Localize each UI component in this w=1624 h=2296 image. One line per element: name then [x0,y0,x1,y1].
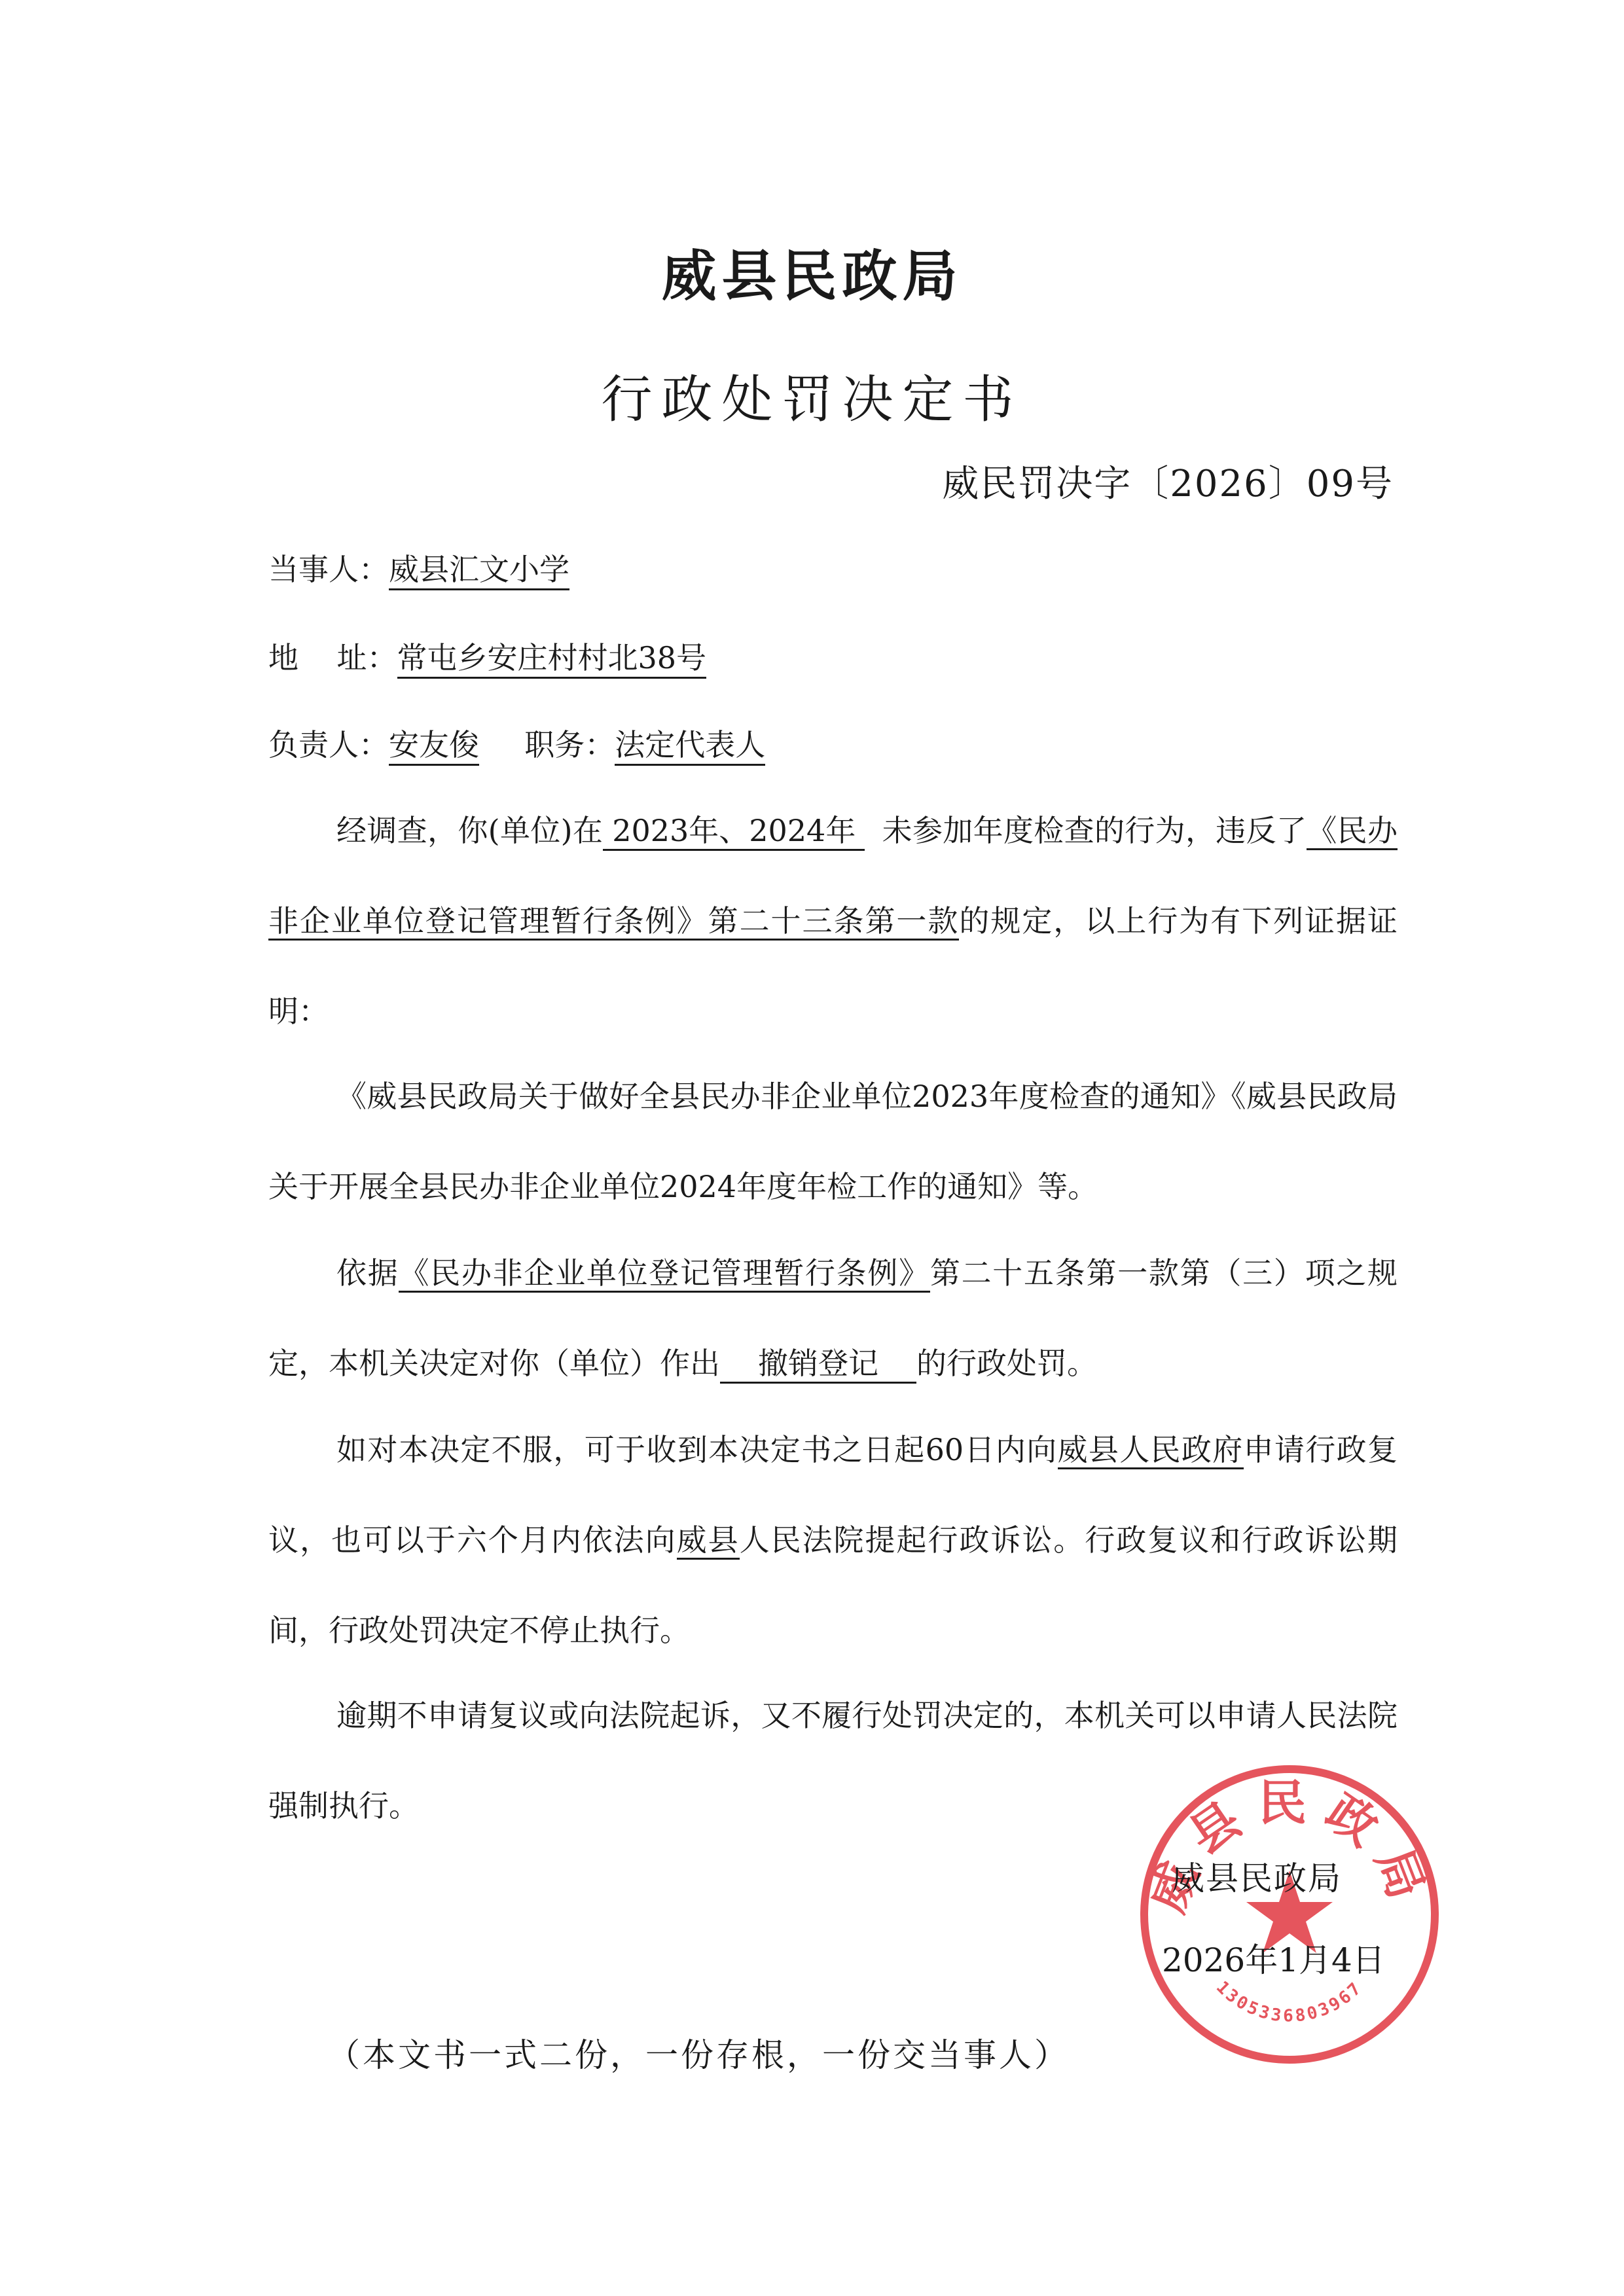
violated-regulation: 《民办非企业单位登记管理暂行条例》第二十三条第一款 [268,813,1398,941]
signature-date: 2026年1月4日 [1162,1941,1385,1979]
document-number: 威民罚决字〔2026〕09号 [942,463,1394,505]
signature-authority: 威县民政局 [1172,1859,1342,1897]
issuing-authority-title: 威县民政局 [661,244,963,308]
review-authority: 威县人民政府 [1058,1432,1244,1469]
evidence-paragraph: 《威县民政局关于做好全县民办非企业单位2023年度检查的通知》《威县民政局关于开展全县民办非企业单位2024年度年检工作的通知》等。 [268,1079,1398,1204]
violation-years: 2023年、2024年 [603,812,865,851]
copies-note: （本文书一式二份，一份存根，一份交当事人） [327,2036,1070,2074]
seal-arc-text: 威县民政局 [1139,1775,1440,1920]
official-seal-stamp [1136,1761,1443,2068]
party-address-row [268,638,706,677]
responsible-person-value: 安友俊 [389,727,479,766]
legal-basis-paragraph: 依据《民办非企业单位登记管理暂行条例》第二十五条第一款第（三）项之规定，本机关决定对你（单位）作出 撤销登记 的行政处罚。 [268,1228,1398,1408]
document-title: 行政处罚决定书 [601,370,1023,429]
investigation-paragraph: 经调查，你(单位)在 2023年、2024年 未参加年度检查的行为，违反了《民办非企业单位登记管理暂行条例》第二十三条第一款的规定，以上行为有下列证据证明： [268,813,1398,1029]
party-name-label: 当事人： [268,552,389,587]
position-label: 职务： [524,727,615,762]
party-address-value: 常屯乡安庄村村北38号 [397,640,707,679]
appeal-rights-paragraph: 如对本决定不服，可于收到本决定书之日起60日内向威县人民政府申请行政复议，也可以于六个月内依法向威县人民法院提起行政诉讼。行政复议和行政诉讼期间，行政处罚决定不停止执行。 [268,1432,1398,1648]
party-name-row [268,550,569,589]
responsible-person-label: 负责人： [268,727,389,762]
court-county: 威县 [677,1522,740,1560]
seal-code: 1305336803967 [1212,1977,1367,2026]
penalty-type: 撤销登记 [720,1345,916,1384]
basis-regulation: 《民办非企业单位登记管理暂行条例》 [399,1255,929,1293]
party-address-label: 地 址： [268,640,397,675]
responsible-person-row [268,725,765,764]
enforcement-paragraph: 逾期不申请复议或向法院起诉，又不履行处罚决定的，本机关可以申请人民法院强制执行。 [268,1698,1398,1823]
position-value: 法定代表人 [615,727,765,766]
party-name-value: 威县汇文小学 [389,552,569,590]
